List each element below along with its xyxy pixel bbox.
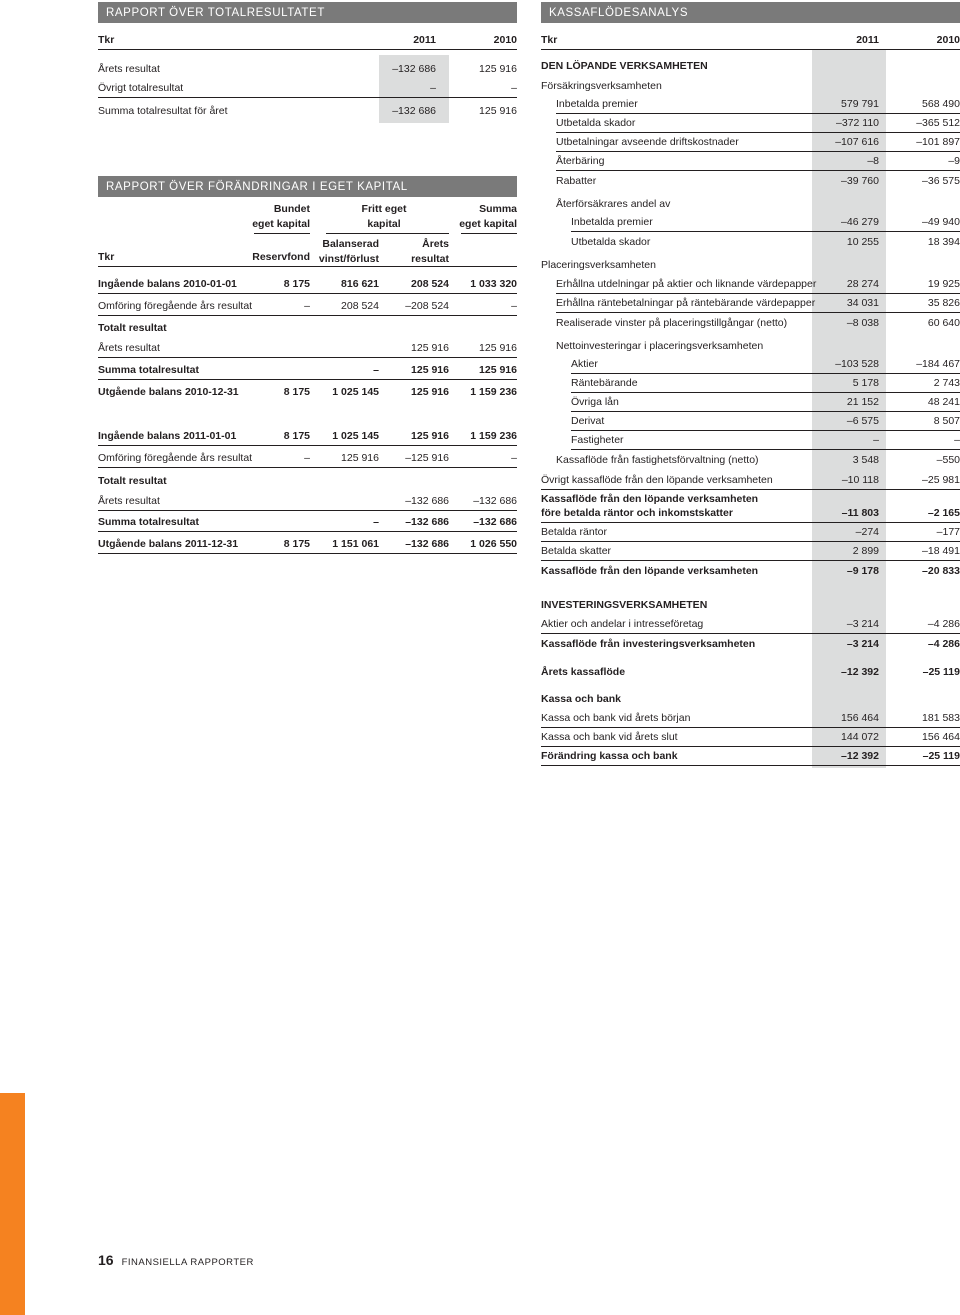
value-2010: – xyxy=(511,82,517,94)
row-label: Placeringsverksamheten xyxy=(541,259,656,271)
value-2011: 579 791 xyxy=(841,98,879,110)
table-row xyxy=(571,433,960,450)
row-label: Årets kassaflöde xyxy=(541,666,626,678)
table-row xyxy=(541,662,960,681)
row-label: Betalda räntor xyxy=(541,526,607,538)
row-label: Fastigheter xyxy=(571,434,624,446)
value-arets-resultat: –132 686 xyxy=(405,495,449,507)
row-label: Övriga lån xyxy=(571,396,619,408)
row-label: Rabatter xyxy=(556,175,597,187)
table-row xyxy=(98,338,517,358)
header-year-2010: 2010 xyxy=(936,34,960,46)
row-label: Utbetalda skador xyxy=(571,236,651,248)
value-balanserad: 816 621 xyxy=(341,278,379,290)
equity-table-header xyxy=(98,246,517,267)
value-2011: –132 686 xyxy=(392,63,436,75)
row-label: Kassa och bank xyxy=(541,693,621,705)
table-row xyxy=(556,196,960,213)
table-row xyxy=(98,512,517,532)
value-2010: –25 119 xyxy=(922,666,960,678)
row-label: Utbetalningar avseende driftskostnader xyxy=(556,136,739,148)
value-2011: –12 392 xyxy=(841,750,879,762)
underline-fritt xyxy=(326,233,449,234)
row-label: Betalda skatter xyxy=(541,545,612,557)
table-row xyxy=(98,274,517,294)
value-2010: –184 467 xyxy=(916,358,960,370)
value-2010: – xyxy=(954,434,960,446)
value-2010: 48 241 xyxy=(927,396,960,408)
value-balanserad: 1 025 145 xyxy=(332,430,379,442)
value-2010: –25 981 xyxy=(922,474,960,486)
value-2010: –101 897 xyxy=(916,136,960,148)
table-header xyxy=(541,28,960,50)
value-reservfond: – xyxy=(304,452,310,464)
row-label: Derivat xyxy=(571,415,605,427)
value-2011: –3 214 xyxy=(846,638,879,650)
value-2010: 125 916 xyxy=(479,105,517,117)
value-2011: –12 392 xyxy=(841,666,879,678)
value-balanserad: 1 151 061 xyxy=(332,538,379,550)
value-2011: –274 xyxy=(855,526,879,538)
row-label: Aktier xyxy=(571,358,598,370)
value-arets-resultat: –208 524 xyxy=(405,300,449,312)
row-label: Ingående balans 2011-01-01 xyxy=(98,430,237,442)
value-2011: – xyxy=(430,82,436,94)
value-2011: –132 686 xyxy=(392,105,436,117)
row-label: Kassaflöde från den löpande verksamheten xyxy=(541,493,759,505)
value-arets-resultat: –125 916 xyxy=(405,452,449,464)
table-row xyxy=(98,381,517,401)
row-label: Erhållna räntebetalningar på räntebärande värdepapper xyxy=(556,297,816,309)
row-label: Summa totalresultat xyxy=(98,516,199,528)
table-row xyxy=(571,234,960,251)
row-label-line2: före betalda räntor och inkomstskatter xyxy=(541,507,733,519)
value-2010: 568 490 xyxy=(922,98,960,110)
table-row xyxy=(541,78,960,95)
value-2011: –39 760 xyxy=(841,175,879,187)
value-2010: –18 491 xyxy=(922,545,960,557)
table-row xyxy=(541,561,960,580)
table-row xyxy=(98,79,517,98)
table-row xyxy=(541,471,960,490)
value-2011: –103 528 xyxy=(835,358,879,370)
value-2010: 60 640 xyxy=(927,317,960,329)
value-2010: 2 743 xyxy=(933,377,960,389)
table-row xyxy=(541,690,960,708)
table-row xyxy=(571,376,960,393)
value-2010: –25 119 xyxy=(922,750,960,762)
section-title-totalresultat: RAPPORT ÖVER TOTALRESULTATET xyxy=(98,2,517,23)
row-label: Inbetalda premier xyxy=(556,98,638,110)
table-row xyxy=(98,448,517,468)
row-label: Förändring kassa och bank xyxy=(541,750,678,762)
value-reservfond: 8 175 xyxy=(283,430,310,442)
table-row xyxy=(541,542,960,561)
underline-bundet xyxy=(254,233,310,234)
table-row xyxy=(98,101,517,120)
table-row xyxy=(571,414,960,431)
table-row xyxy=(541,615,960,634)
value-2011: 34 031 xyxy=(846,297,879,309)
value-2010: 19 925 xyxy=(927,278,960,290)
table-row xyxy=(98,470,517,490)
table-row xyxy=(98,491,517,511)
table-header xyxy=(98,28,517,50)
value-2011: –3 214 xyxy=(846,618,879,630)
table-row xyxy=(98,296,517,316)
row-label: Totalt resultat xyxy=(98,322,167,334)
value-2010: 8 507 xyxy=(933,415,960,427)
value-2011: –10 118 xyxy=(841,474,879,486)
underline-summa xyxy=(461,233,517,234)
row-label: Nettoinvesteringar i placeringsverksamheten xyxy=(556,340,764,352)
value-2011: –46 279 xyxy=(841,216,879,228)
value-2010: –177 xyxy=(936,526,960,538)
table-row xyxy=(98,426,517,446)
row-label: Erhållna utdelningar på aktier och liknande värdepapper xyxy=(556,278,817,290)
value-arets-resultat: 125 916 xyxy=(411,430,449,442)
value-2011: 21 152 xyxy=(846,396,879,408)
table-row xyxy=(541,709,960,728)
group-fritt: Fritt eget kapital xyxy=(361,203,407,230)
row-label: Återförsäkrares andel av xyxy=(556,198,671,210)
page-footer xyxy=(98,1252,254,1268)
section-title-eget-kapital: RAPPORT ÖVER FÖRÄNDRINGAR I EGET KAPITAL xyxy=(98,176,517,197)
table-row xyxy=(541,523,960,542)
table-row xyxy=(556,452,960,469)
row-label: Kassaflöde från fastighetsförvaltning (netto) xyxy=(556,454,759,466)
value-2010: –365 512 xyxy=(916,117,960,129)
table-row xyxy=(541,596,960,614)
value-balanserad: 125 916 xyxy=(341,452,379,464)
header-year-2011: 2011 xyxy=(856,34,879,46)
row-label: Ingående balans 2010-01-01 xyxy=(98,278,237,290)
value-2010: 181 583 xyxy=(922,712,960,724)
value-reservfond: 8 175 xyxy=(283,386,310,398)
row-label: Kassa och bank vid årets slut xyxy=(541,731,678,743)
section-name: FINANSIELLA RAPPORTER xyxy=(121,1257,254,1268)
value-summa: 1 033 320 xyxy=(470,278,517,290)
group-bundet: Bundet eget kapital xyxy=(252,203,310,230)
row-label: Utgående balans 2011-12-31 xyxy=(98,538,239,550)
value-2010: –36 575 xyxy=(922,175,960,187)
value-2010: –20 833 xyxy=(922,565,960,577)
value-2010: –2 165 xyxy=(927,507,960,519)
value-arets-resultat: 125 916 xyxy=(411,386,449,398)
table-row xyxy=(98,317,517,337)
value-2011: 156 464 xyxy=(841,712,879,724)
row-label: DEN LÖPANDE VERKSAMHETEN xyxy=(541,60,708,72)
table-row xyxy=(98,59,517,78)
header-label: Tkr xyxy=(541,34,558,46)
page-number: 16 xyxy=(98,1252,114,1268)
header-label: Tkr xyxy=(98,251,115,263)
table-row xyxy=(541,491,960,523)
table-row xyxy=(556,116,960,133)
value-2011: 144 072 xyxy=(841,731,879,743)
row-label: Årets resultat xyxy=(98,495,160,507)
value-2011: 5 178 xyxy=(852,377,879,389)
table-row xyxy=(556,135,960,152)
row-label: Summa totalresultat xyxy=(98,364,199,376)
value-balanserad: 208 524 xyxy=(341,300,379,312)
value-2010: –4 286 xyxy=(927,618,960,630)
orange-margin-tab xyxy=(0,1093,25,1315)
row-label: Övrigt kassaflöde från den löpande verksamheten xyxy=(541,474,773,486)
table-row xyxy=(98,534,517,554)
row-label: Återbäring xyxy=(556,155,605,167)
value-2010: –9 xyxy=(948,155,960,167)
value-2011: 28 274 xyxy=(846,278,879,290)
table-row xyxy=(98,360,517,380)
row-label: Aktier och andelar i intresseföretag xyxy=(541,618,704,630)
value-2010: –4 286 xyxy=(927,638,960,650)
value-2010: 156 464 xyxy=(922,731,960,743)
value-reservfond: – xyxy=(304,300,310,312)
value-reservfond: 8 175 xyxy=(283,538,310,550)
value-balanserad: 1 025 145 xyxy=(332,386,379,398)
value-arets-resultat: –132 686 xyxy=(405,538,449,550)
table-row xyxy=(556,154,960,171)
col-balanserad: Balanserad vinst/förlust xyxy=(318,238,379,265)
table-row xyxy=(571,395,960,412)
row-label: Kassaflöde från investeringsverksamheten xyxy=(541,638,756,650)
value-2010: –550 xyxy=(936,454,960,466)
row-label: Utbetalda skador xyxy=(556,117,636,129)
value-2011: – xyxy=(873,434,879,446)
value-balanserad: – xyxy=(373,516,379,528)
header-year-2010: 2010 xyxy=(493,34,517,46)
value-arets-resultat: 125 916 xyxy=(411,364,449,376)
table-row xyxy=(541,728,960,747)
row-label: Kassaflöde från den löpande verksamheten xyxy=(541,565,759,577)
value-2010: –49 940 xyxy=(922,216,960,228)
value-reservfond: 8 175 xyxy=(283,278,310,290)
table-row xyxy=(556,338,960,355)
header-label: Tkr xyxy=(98,34,115,46)
value-2011: 10 255 xyxy=(846,236,879,248)
value-balanserad: – xyxy=(373,364,379,376)
value-summa: – xyxy=(511,452,517,464)
row-label: Omföring föregående års resultat xyxy=(98,452,253,464)
row-label: Övrigt totalresultat xyxy=(98,82,184,94)
value-2011: –372 110 xyxy=(835,117,879,129)
table-row xyxy=(556,277,960,294)
table-row xyxy=(556,315,960,332)
header-reservfond: Reservfond xyxy=(252,251,310,263)
value-arets-resultat: –132 686 xyxy=(405,516,449,528)
col-arets: Årets resultat xyxy=(411,238,449,265)
value-2011: 3 548 xyxy=(852,454,879,466)
value-2010: 35 826 xyxy=(927,297,960,309)
value-arets-resultat: 208 524 xyxy=(411,278,449,290)
row-label: Årets resultat xyxy=(98,63,160,75)
value-summa: 1 159 236 xyxy=(470,430,517,442)
value-2011: –11 803 xyxy=(841,507,879,519)
row-label: Årets resultat xyxy=(98,342,160,354)
value-summa: 1 026 550 xyxy=(470,538,517,550)
value-summa: 1 159 236 xyxy=(470,386,517,398)
row-label: Försäkringsverksamheten xyxy=(541,80,662,92)
table-row xyxy=(571,357,960,374)
section-title-kassaflode: KASSAFLÖDESANALYS xyxy=(541,2,960,23)
row-label: Räntebärande xyxy=(571,377,638,389)
header-year-2011: 2011 xyxy=(413,34,436,46)
table-row xyxy=(571,215,960,232)
row-label: Inbetalda premier xyxy=(571,216,653,228)
table-row xyxy=(556,173,960,190)
value-2010: 125 916 xyxy=(479,63,517,75)
group-summa: Summa eget kapital xyxy=(459,203,517,230)
value-summa: 125 916 xyxy=(479,342,517,354)
value-2011: –107 616 xyxy=(835,136,879,148)
value-summa: –132 686 xyxy=(473,495,517,507)
row-label: Realiserade vinster på placeringstillgångar (netto) xyxy=(556,317,788,329)
row-label: Kassa och bank vid årets början xyxy=(541,712,691,724)
table-row xyxy=(541,257,960,274)
value-summa: –132 686 xyxy=(473,516,517,528)
value-2011: –6 575 xyxy=(846,415,879,427)
row-label: Utgående balans 2010-12-31 xyxy=(98,386,239,398)
table-row xyxy=(541,58,960,75)
value-arets-resultat: 125 916 xyxy=(411,342,449,354)
value-2010: 18 394 xyxy=(927,236,960,248)
row-label: Summa totalresultat för året xyxy=(98,105,228,117)
value-2011: –9 178 xyxy=(846,565,879,577)
table-row xyxy=(556,296,960,313)
value-2011: –8 xyxy=(867,155,879,167)
value-summa: 125 916 xyxy=(479,364,517,376)
table-row xyxy=(541,634,960,653)
row-label: Omföring föregående års resultat xyxy=(98,300,253,312)
table-row xyxy=(556,97,960,114)
value-2011: –8 038 xyxy=(846,317,879,329)
row-label: Totalt resultat xyxy=(98,475,167,487)
value-2011: 2 899 xyxy=(852,545,879,557)
table-row xyxy=(541,747,960,766)
value-summa: – xyxy=(511,300,517,312)
row-label: INVESTERINGSVERKSAMHETEN xyxy=(541,599,708,611)
